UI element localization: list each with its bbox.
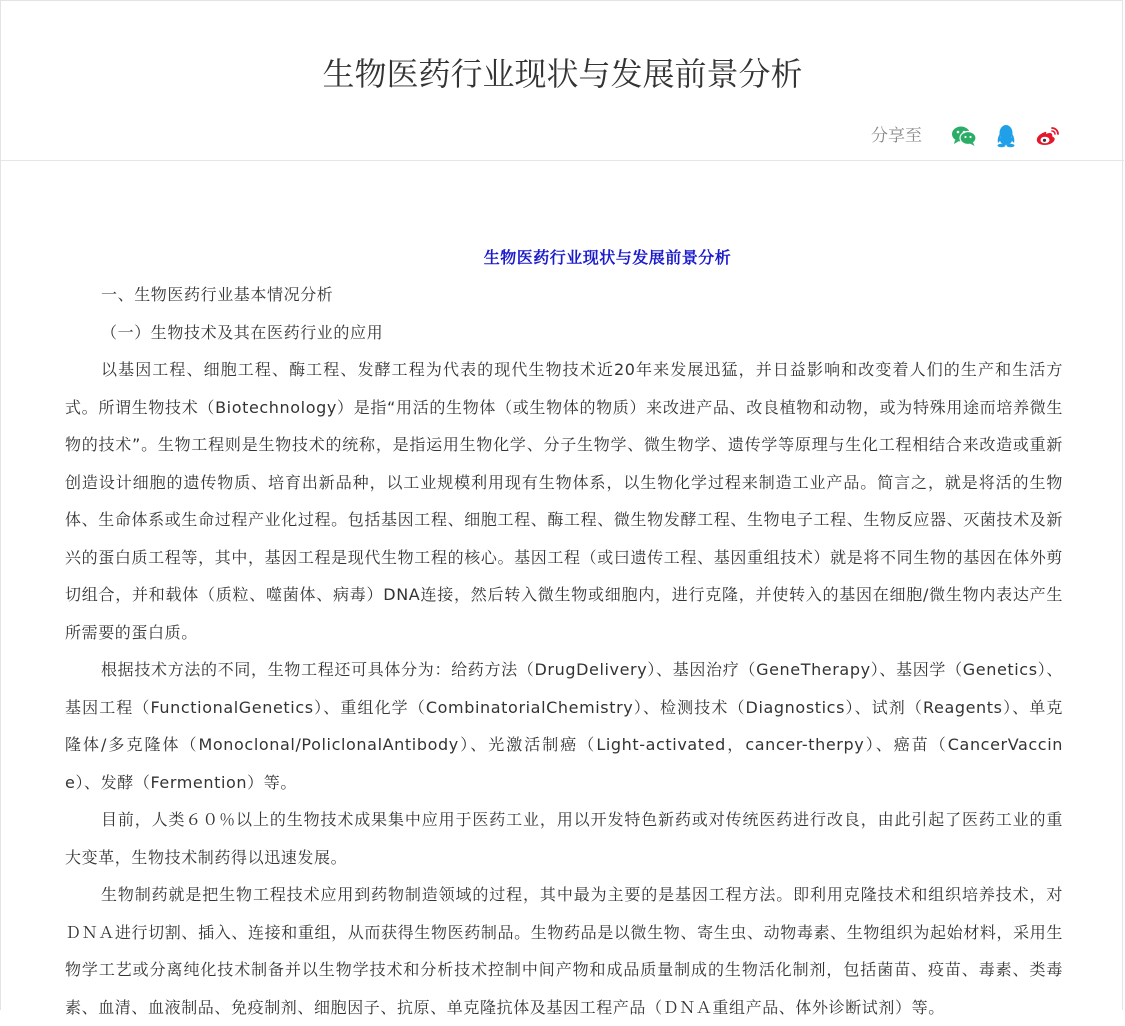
paragraph: 目前，人类６０％以上的生物技术成果集中应用于医药工业，用以开发特色新药或对传统医药进行改良，由此引起了医药工业的重大变革，生物技术制药得以迅速发展。 bbox=[65, 810, 1063, 867]
subsection-heading: （一）生物技术及其在医药行业的应用 bbox=[101, 322, 384, 342]
qq-icon[interactable] bbox=[992, 122, 1020, 150]
share-bar bbox=[871, 121, 1062, 151]
paragraph: 生物制药就是把生物工程技术应用到药物制造领域的过程，其中最为主要的是基因工程方法。即利用克隆技术和组织培养技术，对ＤＮＡ进行切割、插入、连接和重组，从而获得生物医药制品。生物药品是以微生物、寄生虫、动物毒素、生物组织为起始材料，采用生物学工艺或分离纯化技术制备并以生物学技术和分析技术控制中间产物和成品质量制成的生物活化制剂，包括菌苗、疫苗、毒素、类毒素、血清、血液制品、免疫制剂、细胞因子、抗原、单克隆抗体及基因工程产品（ＤＮＡ重组产品、体外诊断试剂）等。 bbox=[65, 885, 1063, 1017]
weibo-icon[interactable] bbox=[1034, 122, 1062, 150]
paragraph: 根据技术方法的不同，生物工程还可具体分为：给药方法（DrugDelivery）、基因治疗（GeneTherapy）、基因学（Genetics）、基因工程（FunctionalGenetics）、重组化学（CombinatorialChemistry）、检测技术（Diagnostics）、试剂（Reagents）、单克隆体/多克隆体（Monoclonal/PoliclonalAntibody）、光激活制癌（Light-activated，cancer-therpy）、癌苗（CancerVaccine）、发酵（Fermention）等。 bbox=[65, 660, 1063, 792]
article-body bbox=[65, 239, 1063, 1026]
wechat-icon[interactable] bbox=[950, 122, 978, 150]
share-label: 分享至 bbox=[871, 126, 922, 146]
section-heading: 一、生物医药行业基本情况分析 bbox=[101, 285, 334, 304]
page-title: 生物医药行业现状与发展前景分析 bbox=[322, 55, 803, 93]
article-title: 生物医药行业现状与发展前景分析 bbox=[483, 248, 732, 267]
paragraph: 以基因工程、细胞工程、酶工程、发酵工程为代表的现代生物技术近20年来发展迅猛，并日益影响和改变着人们的生产和生活方式。所谓生物技术（Biotechnology）是指“用活的生物体（或生物体的物质）来改进产品、改良植物和动物，或为特殊用途而培养微生物的技术”。生物工程则是生物技术的统称，是指运用生物化学、分子生物学、微生物学、遗传学等原理与生化工程相结合来改造或重新创造设计细胞的遗传物质、培育出新品种，以工业规模利用现有生物体系，以生物化学过程来制造工业产品。简言之，就是将活的生物体、生命体系或生命过程产业化过程。包括基因工程、细胞工程、酶工程、微生物发酵工程、生物电子工程、生物反应器、灭菌技术及新兴的蛋白质工程等，其中，基因工程是现代生物工程的核心。基因工程（或曰遗传工程、基因重组技术）就是将不同生物的基因在体外剪切组合，并和载体（质粒、噬菌体、病毒）DNA连接，然后转入微生物或细胞内，进行克隆，并使转入的基因在细胞/微生物内表达产生所需要的蛋白质。 bbox=[65, 360, 1063, 642]
page-header bbox=[1, 1, 1124, 161]
